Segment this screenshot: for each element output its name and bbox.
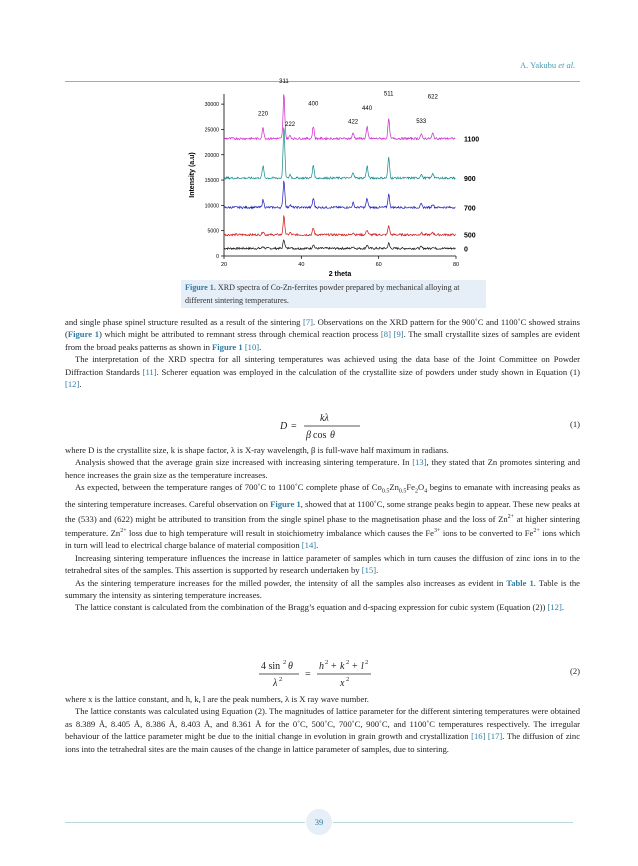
peak-label-311: 311: [279, 78, 289, 85]
caption-text: XRD spectra of Co-Zn-ferrites powder prepared by mechanical alloying at different sintering temperatures.: [185, 283, 460, 305]
header-etal: et al.: [558, 60, 576, 70]
paragraph-9: where x is the lattice constant, and h, k, l are the peak numbers, λ is X ray wave number.: [65, 694, 369, 704]
svg-text:2: 2: [365, 659, 369, 666]
footer-rule-left: [65, 822, 305, 823]
svg-text:β: β: [306, 430, 311, 441]
y-tick-label: 5000: [207, 228, 219, 235]
paragraph-1: and single phase spinel structure resulted as a result of the sintering [7]. Observations on the XRD pattern for the 900˚C and 1100˚C showed strains (Figure 1) which might be attributed to remnant stress through chemical reaction process [8] [9]. The small crystallite sizes of samples are evident from the broad peaks patterns as shown in Figure 1 [10].: [65, 317, 580, 352]
y-axis-label: Intensity (a.u): [189, 152, 196, 198]
x-axis-label: 2 theta: [328, 271, 352, 278]
svg-text:λ: λ: [273, 678, 278, 689]
ref-link[interactable]: [12]: [65, 379, 80, 390]
paragraph-5: As expected, between the temperature ranges of 700˚C to 1100˚C complete phase of $Co_{0.5}Zn_{0.5}Fe_2O_4$ begins to emanate with increasing peaks as the sintering temperature increases. Careful observation on Figure 1, showed that at 1100˚C, some strange peaks begin to appear. These new peaks at the (533) and (622) might be attributed to transition from the single spinel phase to the magnetisation phase and the loss of $Zn^{2+}$ at higher sintering temperature. $Zn^{2+}$ loss due to high temperature will result in stoichiometry imbalance which causes the $Fe^{3+}$ ions to be converted to $Fe^{2+}$ ions which in turn will lead to electrical charge balance of material composition [14].: [65, 482, 581, 551]
series-label-900: 900: [464, 176, 476, 184]
paragraph-10: The lattice constants was calculated using Equation (2). The magnitudes of lattice parameter for the different sintering temperatures were obtained as 8.389 Å, 8.405 Å, 8.386 Å, 8.403 Å, and 8.361 Å for the 0˚C, 500˚C, 700˚C, 900˚C, and 1100˚C temperatures respectively. The irregular behaviour of the lattice parameter might be due to the initial change in evolution in grain growth and crystallization [16] [17]. The diffusion of zinc ions into the tetrahedral sites are the main causes of the change in lattice parameter of samples, due to sintering.: [65, 706, 581, 754]
running-header: [520, 60, 575, 70]
x-tick-label: 80: [452, 262, 460, 268]
paragraph-3: where D is the crystallite size, k is shape factor, λ is X-ray wavelength, β is full-wave half maximum in radians.: [65, 445, 449, 455]
y-tick-label: 0: [216, 254, 219, 260]
svg-text:+: +: [331, 661, 337, 672]
figure-link[interactable]: Figure 1: [67, 329, 100, 340]
xrd-chart: [180, 78, 500, 278]
ref-link[interactable]: [7]: [302, 317, 313, 327]
y-tick-label: 15000: [204, 178, 219, 185]
series-label-700: 700: [464, 205, 476, 213]
caption-label: Figure 1.: [185, 283, 216, 292]
series-line-700: [224, 181, 455, 209]
svg-text:2: 2: [325, 659, 329, 666]
svg-text:θ: θ: [330, 430, 335, 441]
ref-link[interactable]: [11]: [142, 366, 157, 377]
body-text-block-2: [65, 444, 580, 614]
svg-text:=: =: [291, 421, 297, 432]
equation-2: [65, 656, 580, 688]
svg-text:cos: cos: [313, 430, 327, 441]
scherrer-formula: [280, 409, 420, 443]
y-tick-label: 30000: [204, 102, 219, 109]
page-number: 39: [306, 809, 332, 835]
peak-label-222: 222: [285, 121, 296, 128]
paragraph-7: As the sintering temperature increases for the milled powder, the intensity of all the samples also increases as evident in Table 1. Table is the summary the intensity as sintering temperature increases.: [65, 577, 580, 600]
series-label-500: 500: [464, 232, 476, 240]
y-tick-label: 20000: [204, 152, 219, 159]
svg-text:x: x: [340, 678, 345, 689]
peak-label-400: 400: [308, 101, 319, 108]
paragraph-8: The lattice constant is calculated from the combination of the Bragg’s equation and d-spacing expression for cubic system (Equation (2)) [12].: [75, 602, 564, 613]
ref-link[interactable]: [12]: [547, 602, 562, 613]
header-author: A. Yakubu: [520, 60, 557, 70]
table-link[interactable]: Table 1: [506, 577, 534, 588]
svg-text:h: h: [319, 661, 324, 672]
ref-link[interactable]: [13]: [412, 457, 427, 468]
svg-text:l: l: [361, 661, 364, 672]
peak-label-622: 622: [427, 94, 438, 101]
peak-label-533: 533: [416, 118, 427, 125]
ref-link[interactable]: [10]: [244, 341, 260, 352]
series-label-0: 0: [464, 246, 468, 254]
svg-text:k: k: [340, 661, 345, 672]
svg-text:2: 2: [346, 676, 350, 683]
header-rule: [65, 81, 580, 82]
peak-label-511: 511: [383, 91, 394, 98]
lattice-formula: [255, 656, 455, 692]
equation-1-number: (1): [569, 419, 580, 429]
svg-text:=: =: [305, 669, 311, 680]
svg-text:+: +: [352, 661, 358, 672]
body-text-block-1: [65, 316, 580, 390]
x-tick-label: 60: [375, 262, 382, 268]
svg-text:4 sin: 4 sin: [261, 661, 281, 672]
x-tick-label: 40: [298, 262, 305, 268]
peak-label-220: 220: [258, 111, 269, 118]
ref-link[interactable]: [16] [17]: [471, 731, 503, 742]
svg-text:D: D: [280, 421, 288, 432]
series-line-500: [224, 216, 455, 236]
svg-text:θ: θ: [288, 661, 293, 672]
figure-link[interactable]: Figure 1: [212, 341, 243, 352]
body-text-block-3: [65, 693, 580, 755]
ref-link[interactable]: [8] [9]: [380, 329, 404, 340]
footer-rule-right: [333, 822, 573, 823]
paragraph-6: Increasing sintering temperature influences the increase in lattice parameter of samples which in turn causes the diffusion of zinc ions in to the tetrahedral sites of the samples. This assertion is supported by research undertaken by [15].: [65, 552, 580, 576]
ref-link[interactable]: [14]: [301, 540, 317, 551]
paragraph-4: Analysis showed that the average grain size increased with increasing sintering temperature. In [13], they stated that Zn promotes sintering and hence increases the grain size as the temperature increases.: [65, 457, 580, 480]
svg-text:2: 2: [346, 659, 350, 666]
figure-link[interactable]: Figure 1: [270, 499, 301, 510]
figure-caption: [181, 280, 486, 308]
equation-2-number: (2): [569, 666, 580, 676]
y-tick-label: 10000: [204, 203, 219, 210]
y-tick-label: 25000: [204, 127, 219, 134]
equation-1: [65, 409, 580, 441]
paragraph-2: The interpretation of the XRD spectra for all sintering temperatures was achieved using the data base of the Joint Committee on Powder Diffraction Standards [11]. Scherer equation was employed in the calculation of the crystallite size of powders under study shown in Equation (1) [12].: [65, 354, 580, 390]
svg-text:2: 2: [283, 659, 287, 666]
svg-text:kλ: kλ: [320, 413, 329, 424]
series-label-1100: 1100: [464, 136, 480, 144]
peak-label-440: 440: [362, 106, 373, 113]
ref-link[interactable]: [15]: [361, 565, 377, 576]
series-line-0: [224, 240, 455, 250]
x-tick-label: 20: [220, 262, 228, 268]
peak-label-422: 422: [348, 119, 359, 126]
svg-text:2: 2: [279, 676, 283, 683]
